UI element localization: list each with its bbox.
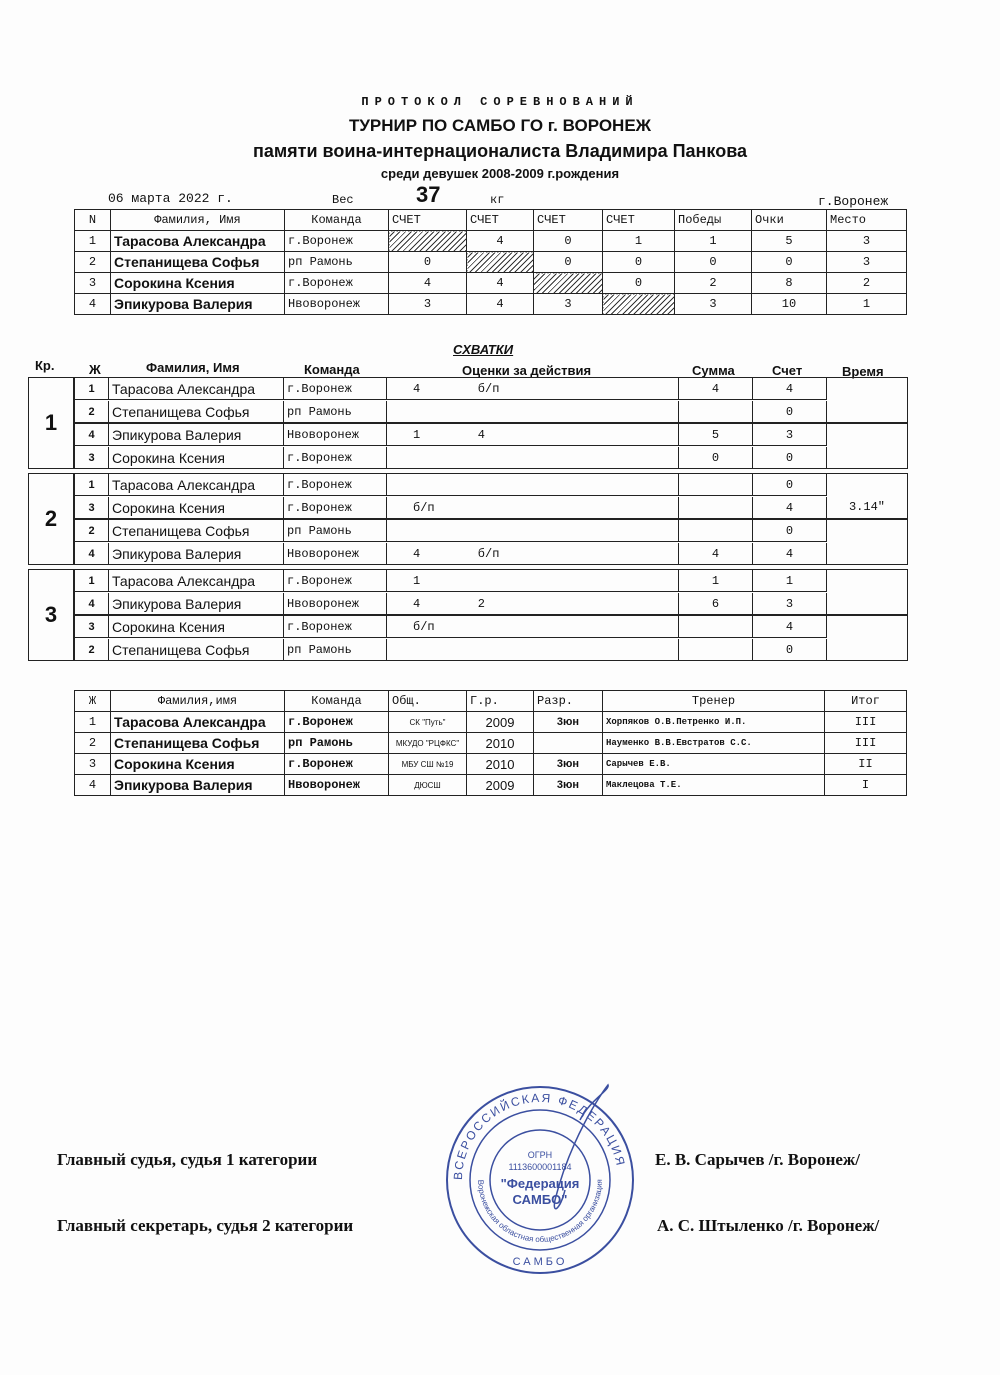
- bout-score: 4: [753, 543, 827, 565]
- bout-time: [827, 616, 907, 660]
- athlete-team: г.Воронеж: [284, 570, 387, 592]
- points-cell: 5: [752, 231, 827, 252]
- final-zh: 3: [75, 754, 111, 775]
- col-score-3: СЧЕТ: [534, 210, 603, 231]
- bout-score: 3: [753, 593, 827, 615]
- final-zh: 1: [75, 712, 111, 733]
- stamp-ogrn-label: ОГРН: [527, 1150, 553, 1160]
- score-cell: 3: [389, 294, 467, 315]
- action-marks: 1 4: [387, 424, 679, 446]
- points-cell: 8: [752, 273, 827, 294]
- final-rank: 3юн: [534, 712, 603, 733]
- final-rank: [534, 733, 603, 754]
- row-number: 2: [75, 252, 111, 273]
- standings-row: [75, 231, 907, 252]
- final-coach: Науменко В.В.Евстратов С.С.: [603, 733, 825, 754]
- score-cell: 0: [389, 252, 467, 273]
- match: [74, 615, 908, 661]
- score-cell: 3: [534, 294, 603, 315]
- athlete-team: г.Воронеж: [284, 378, 387, 400]
- action-marks: [387, 520, 679, 542]
- stamp-center-1: "Федерация: [500, 1176, 580, 1191]
- athlete-zh: 1: [75, 570, 109, 592]
- athlete-team: г.Воронеж: [284, 616, 387, 638]
- score-cell: 4: [389, 273, 467, 294]
- final-name: Степанищева Софья: [111, 733, 285, 754]
- bouts-table: [28, 377, 906, 662]
- athlete-team: рп Рамонь: [284, 639, 387, 661]
- bouts-col-score: Счет: [772, 363, 803, 378]
- action-marks: 4 б/п: [387, 378, 679, 400]
- organization-stamp: [440, 1080, 640, 1280]
- match: [74, 473, 908, 519]
- points-cell: 10: [752, 294, 827, 315]
- weight-label: Вес: [332, 193, 354, 207]
- final-team: Нвоворонеж: [285, 775, 389, 796]
- diagonal-cell: [534, 273, 603, 294]
- marks-sum: [679, 497, 753, 519]
- athlete-team: Нвоворонеж: [285, 294, 389, 315]
- event-city: г.Воронеж: [818, 194, 889, 209]
- athlete-name: Степанищева Софья: [109, 520, 284, 542]
- place-cell: 3: [827, 252, 907, 273]
- bout-time: [827, 378, 907, 422]
- athlete-zh: 2: [75, 639, 109, 661]
- bout-score: 1: [753, 570, 827, 592]
- final-header-row: [75, 691, 907, 712]
- wins-cell: 2: [675, 273, 752, 294]
- bout-time: [827, 570, 907, 614]
- final-name: Сорокина Ксения: [111, 754, 285, 775]
- score-cell: 1: [603, 231, 675, 252]
- secretary-name: А. С. Штыленко /г. Воронеж/: [657, 1216, 880, 1235]
- diagonal-cell: [603, 294, 675, 315]
- wins-cell: 1: [675, 231, 752, 252]
- marks-sum: 5: [679, 424, 753, 446]
- final-team: г.Воронеж: [285, 754, 389, 775]
- stamp-center-2: САМБО": [512, 1192, 568, 1207]
- bout-round: [28, 473, 906, 565]
- col-result: Итог: [825, 691, 907, 712]
- athlete-team: Нвоворонеж: [284, 424, 387, 446]
- action-marks: б/п: [387, 497, 679, 519]
- score-cell: 0: [534, 231, 603, 252]
- final-name: Эпикурова Валерия: [111, 775, 285, 796]
- athlete-team: рп Рамонь: [285, 252, 389, 273]
- standings-row: [75, 273, 907, 294]
- athlete-team: г.Воронеж: [285, 273, 389, 294]
- final-team: рп Рамонь: [285, 733, 389, 754]
- final-name: Тарасова Александра: [111, 712, 285, 733]
- action-marks: [387, 474, 679, 496]
- final-year: 2010: [467, 733, 534, 754]
- action-marks: 1: [387, 570, 679, 592]
- marks-sum: 4: [679, 378, 753, 400]
- athlete-team: г.Воронеж: [284, 447, 387, 469]
- athlete-name: Тарасова Александра: [109, 570, 284, 592]
- bouts-col-sum: Сумма: [692, 363, 735, 378]
- standings-table: [74, 209, 907, 315]
- col-score-4: СЧЕТ: [603, 210, 675, 231]
- bouts-col-round: Кр.: [35, 358, 55, 373]
- round-number: 2: [28, 473, 74, 565]
- col-name: Фамилия,имя: [111, 691, 285, 712]
- marks-sum: [679, 401, 753, 423]
- weight-unit: кг: [490, 193, 505, 207]
- judge-name: Е. В. Сарычев /г. Воронеж/: [655, 1150, 860, 1169]
- bout-score: 4: [753, 616, 827, 638]
- marks-sum: 4: [679, 543, 753, 565]
- score-cell: 0: [603, 273, 675, 294]
- athlete-name: Сорокина Ксения: [109, 497, 284, 519]
- col-place: Место: [827, 210, 907, 231]
- athlete-zh: 4: [75, 593, 109, 615]
- bout-score: 0: [753, 474, 827, 496]
- athlete-zh: 2: [75, 401, 109, 423]
- athlete-zh: 3: [75, 497, 109, 519]
- bout-score: 0: [753, 639, 827, 661]
- final-team: г.Воронеж: [285, 712, 389, 733]
- bout-round: [28, 569, 906, 661]
- final-result: I: [825, 775, 907, 796]
- athlete-team: г.Воронеж: [284, 474, 387, 496]
- marks-sum: [679, 639, 753, 661]
- col-score-1: СЧЕТ: [389, 210, 467, 231]
- col-team: Команда: [285, 210, 389, 231]
- bout-time: [827, 520, 907, 564]
- athlete-zh: 4: [75, 543, 109, 565]
- athlete-name: Тарасова Александра: [111, 231, 285, 252]
- stamp-bottom: САМБО: [512, 1256, 568, 1268]
- col-zh: Ж: [75, 691, 111, 712]
- final-club: ДЮСШ: [389, 775, 467, 796]
- col-year: Г.р.: [467, 691, 534, 712]
- score-cell: 4: [467, 231, 534, 252]
- marks-sum: 0: [679, 447, 753, 469]
- final-rank: 3юн: [534, 754, 603, 775]
- judge-title: Главный судья, судья 1 категории: [57, 1150, 318, 1169]
- event-date: 06 марта 2022 г.: [108, 191, 233, 206]
- action-marks: 4 2: [387, 593, 679, 615]
- final-row: [75, 733, 907, 754]
- bout-time: 3.14": [848, 500, 885, 514]
- final-club: МКУДО "РЦФКС": [389, 733, 467, 754]
- athlete-zh: 4: [75, 424, 109, 446]
- final-year: 2009: [467, 775, 534, 796]
- athlete-name: Сорокина Ксения: [109, 616, 284, 638]
- place-cell: 2: [827, 273, 907, 294]
- final-coach: Маклецова Т.Е.: [603, 775, 825, 796]
- col-points: Очки: [752, 210, 827, 231]
- athlete-name: Сорокина Ксения: [109, 447, 284, 469]
- action-marks: [387, 639, 679, 661]
- col-club: Общ.: [389, 691, 467, 712]
- match: [74, 423, 908, 469]
- athlete-zh: 2: [75, 520, 109, 542]
- marks-sum: 1: [679, 570, 753, 592]
- athlete-name: Тарасова Александра: [109, 474, 284, 496]
- bout-score: 0: [753, 401, 827, 423]
- stamp-outer-text: ВСЕРОССИЙСКАЯ ФЕДЕРАЦИЯ: [450, 1090, 628, 1181]
- standings-header-row: [75, 210, 907, 231]
- action-marks: [387, 447, 679, 469]
- score-cell: 4: [467, 294, 534, 315]
- row-number: 1: [75, 231, 111, 252]
- final-row: [75, 775, 907, 796]
- stamp-ogrn: 1113600001184: [508, 1162, 572, 1172]
- match: [74, 569, 908, 615]
- bouts-col-name: Фамилия, Имя: [146, 360, 240, 375]
- col-coach: Тренер: [603, 691, 825, 712]
- marks-sum: [679, 616, 753, 638]
- athlete-team: Нвоворонеж: [284, 543, 387, 565]
- athlete-team: г.Воронеж: [284, 497, 387, 519]
- bouts-col-team: Команда: [304, 362, 360, 377]
- final-year: 2010: [467, 754, 534, 775]
- bout-time: [827, 424, 907, 468]
- athlete-team: рп Рамонь: [284, 401, 387, 423]
- diagonal-cell: [389, 231, 467, 252]
- marks-sum: [679, 520, 753, 542]
- bouts-col-marks: Оценки за действия: [462, 363, 592, 378]
- secretary-title: Главный секретарь, судья 2 категории: [57, 1216, 354, 1235]
- standings-row: [75, 252, 907, 273]
- col-wins: Победы: [675, 210, 752, 231]
- final-row: [75, 754, 907, 775]
- tournament-title: ТУРНИР ПО САМБО ГО г. ВОРОНЕЖ: [348, 116, 652, 135]
- place-cell: 1: [827, 294, 907, 315]
- match: [74, 377, 908, 423]
- bout-score: 4: [753, 378, 827, 400]
- age-group: среди девушек 2008-2009 г.рождения: [380, 166, 620, 181]
- wins-cell: 0: [675, 252, 752, 273]
- final-zh: 2: [75, 733, 111, 754]
- match: [74, 519, 908, 565]
- bout-score: 0: [753, 447, 827, 469]
- col-name: Фамилия, Имя: [111, 210, 285, 231]
- bout-score: 4: [753, 497, 827, 519]
- bout-score: 0: [753, 520, 827, 542]
- final-result: III: [825, 712, 907, 733]
- final-club: СК "Путь": [389, 712, 467, 733]
- athlete-name: Степанищева Софья: [111, 252, 285, 273]
- action-marks: [387, 401, 679, 423]
- athlete-zh: 3: [75, 447, 109, 469]
- athlete-team: рп Рамонь: [284, 520, 387, 542]
- athlete-zh: 1: [75, 378, 109, 400]
- athlete-name: Степанищева Софья: [109, 401, 284, 423]
- marks-sum: [679, 474, 753, 496]
- final-zh: 4: [75, 775, 111, 796]
- athlete-team: Нвоворонеж: [284, 593, 387, 615]
- col-rank: Разр.: [534, 691, 603, 712]
- athlete-name: Степанищева Софья: [109, 639, 284, 661]
- final-year: 2009: [467, 712, 534, 733]
- final-coach: Сарычев Е.В.: [603, 754, 825, 775]
- athlete-zh: 1: [75, 474, 109, 496]
- tournament-subtitle: памяти воина-интернационалиста Владимира Панкова: [252, 141, 748, 161]
- final-results-table: [74, 690, 907, 796]
- bouts-title: СХВАТКИ: [453, 342, 514, 357]
- standings-row: [75, 294, 907, 315]
- action-marks: б/п: [387, 616, 679, 638]
- weight-value: 37: [416, 182, 441, 207]
- round-number: 1: [28, 377, 74, 469]
- athlete-zh: 3: [75, 616, 109, 638]
- final-coach: Хорпяков О.В.Петренко И.П.: [603, 712, 825, 733]
- stamp-ring-text: Воронежская областная общественная организация: [475, 1179, 605, 1245]
- action-marks: 4 б/п: [387, 543, 679, 565]
- athlete-name: Эпикурова Валерия: [109, 543, 284, 565]
- row-number: 3: [75, 273, 111, 294]
- points-cell: 0: [752, 252, 827, 273]
- score-cell: 4: [467, 273, 534, 294]
- final-row: [75, 712, 907, 733]
- bout-score: 3: [753, 424, 827, 446]
- athlete-name: Эпикурова Валерия: [109, 424, 284, 446]
- final-club: МБУ СШ №19: [389, 754, 467, 775]
- wins-cell: 3: [675, 294, 752, 315]
- final-result: III: [825, 733, 907, 754]
- athlete-name: Эпикурова Валерия: [109, 593, 284, 615]
- score-cell: 0: [534, 252, 603, 273]
- bouts-col-zh: Ж: [89, 362, 101, 377]
- row-number: 4: [75, 294, 111, 315]
- score-cell: 0: [603, 252, 675, 273]
- round-number: 3: [28, 569, 74, 661]
- diagonal-cell: [467, 252, 534, 273]
- col-score-2: СЧЕТ: [467, 210, 534, 231]
- athlete-name: Сорокина Ксения: [111, 273, 285, 294]
- bout-round: [28, 377, 906, 469]
- final-rank: 3юн: [534, 775, 603, 796]
- athlete-team: г.Воронеж: [285, 231, 389, 252]
- col-team: Команда: [285, 691, 389, 712]
- protocol-heading: ПРОТОКОЛ СОРЕВНОВАНИЙ: [361, 95, 639, 109]
- final-result: II: [825, 754, 907, 775]
- athlete-name: Тарасова Александра: [109, 378, 284, 400]
- place-cell: 3: [827, 231, 907, 252]
- col-n: N: [75, 210, 111, 231]
- athlete-name: Эпикурова Валерия: [111, 294, 285, 315]
- bouts-col-time: Время: [842, 364, 884, 379]
- marks-sum: 6: [679, 593, 753, 615]
